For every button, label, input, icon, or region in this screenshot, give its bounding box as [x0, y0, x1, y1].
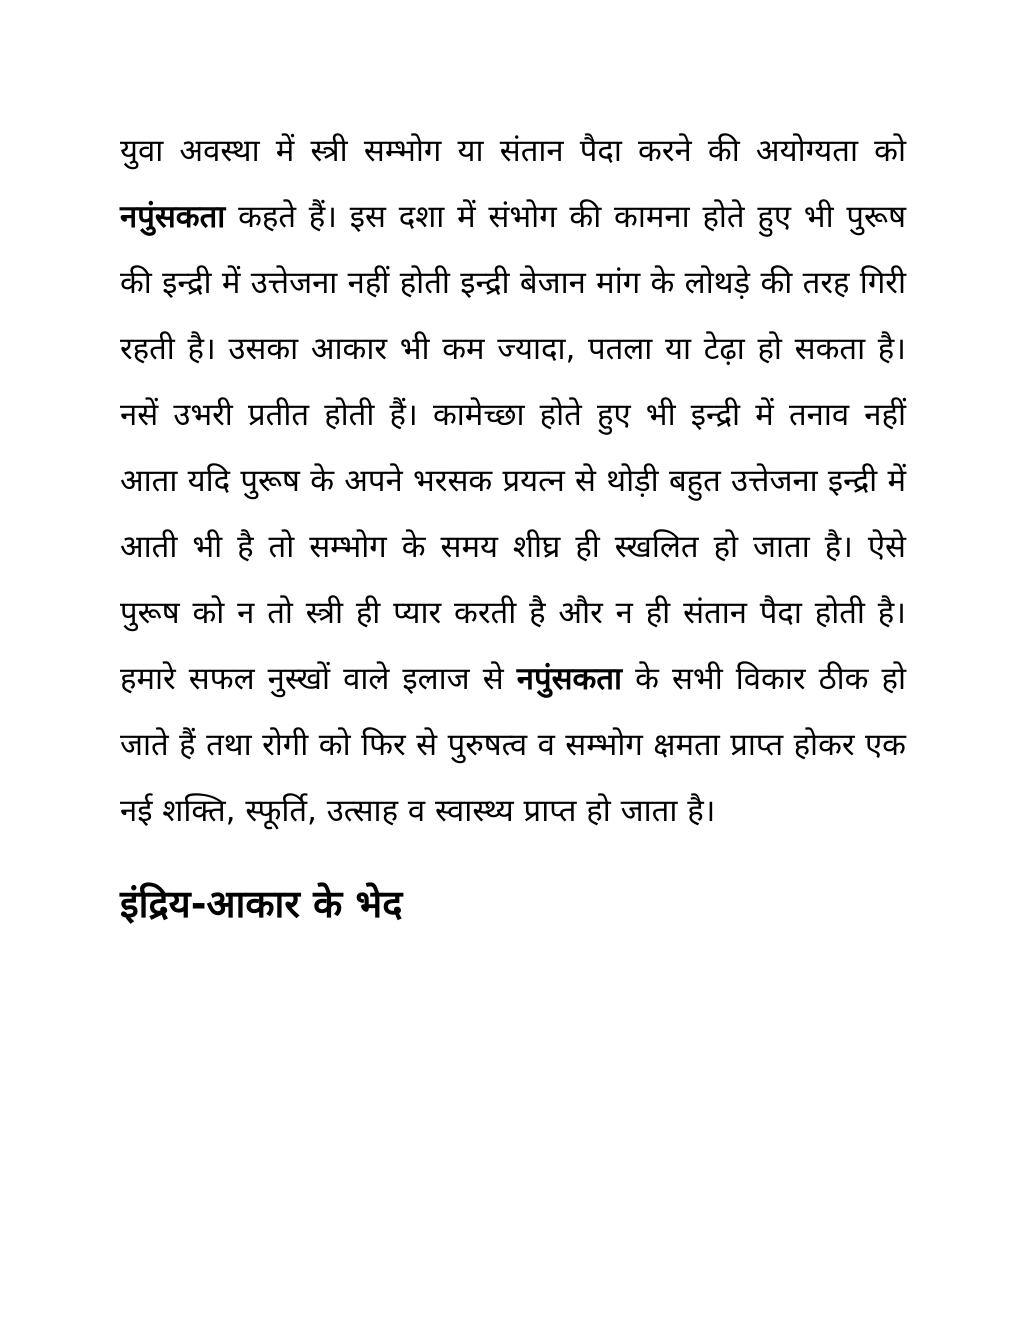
bold-term-impotence-2: नपुंसकता	[516, 661, 623, 697]
section-heading: इंद्रिय-आकार के भेद	[120, 882, 403, 926]
body-paragraph	[120, 118, 906, 844]
paragraph-text-part-1: युवा अवस्था में स्त्री सम्भोग या संतान पैदा करने की अयोग्यता को	[120, 133, 906, 169]
paragraph-text-part-2: कहते हैं। इस दशा में संभोग की कामना होते हुए भी पुरूष की इन्द्री में उत्तेजना नहीं होती इन्द्री बेजान मांग के लोथड़े की तरह गिरी रहती है। उसका आकार भी कम ज्यादा, पतला या टेढ़ा हो सकता है। नसें उभरी प्रतीत होती हैं। कामेच्छा होते हुए भी इन्द्री में तनाव नहीं आता यदि पुरूष के अपने भरसक प्रयत्न से थोड़ी बहुत उत्तेजना इन्द्री में आती भी है तो सम्भोग के समय शीघ्र ही स्खलित हो जाता है। ऐसे पुरूष को न तो स्त्री ही प्यार करती है और न ही संतान पैदा होती है। हमारे सफल नुस्खों वाले इलाज से	[120, 199, 906, 697]
bold-term-impotence: नपुंसकता	[120, 199, 226, 235]
paragraph-text-part-3: के सभी विकार ठीक हो जाते हैं तथा रोगी को फिर से पुरुषत्व व सम्भोग क्षमता प्राप्त होकर एक नई शक्ति, स्फूर्ति, उत्साह व स्वास्थ्य प्राप्त हो जाता है।	[120, 661, 906, 829]
document-page	[120, 118, 906, 934]
